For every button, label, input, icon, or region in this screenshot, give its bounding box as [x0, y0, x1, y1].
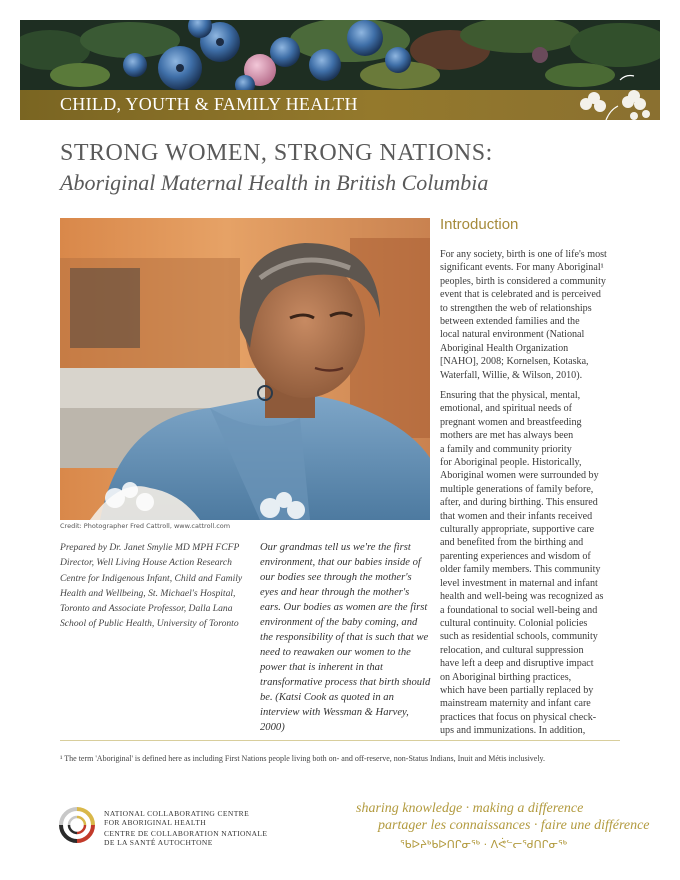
photo-credit: Credit: Photographer Fred Cattroll, www.cattroll.com — [60, 522, 231, 530]
intro-paragraph-1 — [440, 248, 620, 382]
paragraph-line: mothers are met has always been — [440, 430, 574, 442]
paragraph-line: older family members. This community — [440, 564, 601, 576]
paragraph-line: relocation, and cultural suppression — [440, 644, 584, 656]
paragraph-line: to strengthen the web of relationships — [440, 302, 592, 314]
page-subtitle: Aboriginal Maternal Health in British Columbia — [60, 170, 489, 195]
slogan-english: sharing knowledge · making a difference — [356, 801, 584, 816]
paragraph-line: mainstream maternity and infant care — [440, 698, 591, 710]
page-title: STRONG WOMEN, STRONG NATIONS: — [60, 140, 493, 166]
paragraph-line: level investment in maternal and infant — [440, 577, 598, 589]
paragraph-line: Ensuring that the physical, mental, — [440, 390, 581, 401]
header-banner — [20, 20, 660, 120]
paragraph-line: a family and community priority — [440, 443, 572, 455]
paragraph-line: such as residential schools, community — [440, 631, 598, 643]
intro-paragraph-2 — [440, 389, 620, 738]
paragraph-line: For any society, birth is one of life's most — [440, 249, 607, 260]
paragraph-line: have left a deep and disruptive impact — [440, 658, 594, 670]
slogan-syllabics: ᖃᐅᔨᒃᑲᐅᑎᒋᓂᖅ · ᐱᕚᓪᓕᖁᑎᒋᓂᖅ — [400, 838, 568, 851]
paragraph-line: for Aboriginal people. Historically, — [440, 457, 582, 469]
paragraph-line: culturally appropriate, supportive care — [440, 524, 595, 536]
paragraph-line: a foundational to social well-being and — [440, 604, 598, 616]
paragraph-line: on Aboriginal birthing practices, — [440, 671, 572, 683]
paragraph-line: multiple generations of family before, — [440, 483, 594, 495]
paragraph-line: ups and immunizations. In addition, — [440, 725, 586, 737]
elder-woman-photo — [60, 218, 430, 520]
pull-quote: Our grandmas tell us we're the first environment, that our babies inside of our bodies see through the mother's eyes and hear through the mother's ears. Our bodies as women are the first environment of the baby coming, and the responsibility of that is such that we need to reawaken our women to the power that is inherent in that transformative process that birth should be. (Katsi Cook as quoted in an interview with Wessman & Harvey, 2000) — [260, 542, 431, 733]
paragraph-line: health and well-being was recognized as — [440, 591, 604, 603]
paragraph-line: significant events. For many Aboriginal¹ — [440, 262, 604, 274]
slogan-french: partager les connaissances · faire une différence — [378, 818, 650, 833]
org-name-fr-line2: DE LA SANTÉ AUTOCHTONE — [104, 838, 213, 847]
paragraph-line: event that is celebrated and is perceived — [440, 289, 601, 301]
prepared-by-text: Prepared by Dr. Janet Smylie MD MPH FCFP Director, Well Living House Action Research Centre for Indigenous Infant, Child and Family Health and Wellbeing, St. Michael's Hospital, Toronto and Associate Professor, Dalla Lana School of Public Health, University of Toronto — [60, 542, 243, 630]
paragraph-line: cultural continuity. Colonial policies — [440, 617, 588, 629]
paragraph-line: practices that focus on physical check- — [440, 711, 597, 723]
paragraph-line: local natural environment (National — [440, 329, 585, 341]
paragraph-line: between extended families and the — [440, 316, 580, 328]
introduction-heading: Introduction — [440, 216, 519, 233]
footnote: ¹ The term 'Aboriginal' is defined here as including First Nations people living both on- and off-reserve, non-Status Indians, Inuit and Métis inclusively. — [60, 754, 546, 763]
paragraph-line: and benefited from the birthing and — [440, 537, 584, 549]
nccah-logo-icon — [58, 806, 96, 844]
paragraph-line: parenting experiences and wisdom of — [440, 550, 591, 562]
paragraph-line: that women and their infants received — [440, 510, 593, 522]
footnote-divider — [60, 740, 620, 741]
banner-title: CHILD, YOUTH & FAMILY HEALTH — [60, 94, 358, 114]
paragraph-line: Aboriginal women were surrounded by — [440, 470, 599, 482]
org-name-en-line1: NATIONAL COLLABORATING CENTRE — [104, 809, 250, 818]
paragraph-line: Aboriginal Health Organization — [440, 342, 569, 354]
paragraph-line: Waterfall, Willie, & Wilson, 2010). — [440, 369, 583, 381]
paragraph-line: peoples, birth is considered a community — [440, 275, 606, 287]
org-name-fr-line1: CENTRE DE COLLABORATION NATIONALE — [104, 829, 268, 838]
paragraph-line: emotional, and spiritual needs of — [440, 403, 573, 415]
paragraph-line: after, and during birthing. This ensured — [440, 497, 598, 509]
paragraph-line: which have been partially replaced by — [440, 684, 594, 696]
paragraph-line: pregnant women and breastfeeding — [440, 416, 582, 428]
paragraph-line: [NAHO], 2008; Kornelsen, Kotaska, — [440, 356, 589, 368]
org-name-en-line2: FOR ABORIGINAL HEALTH — [104, 818, 207, 827]
